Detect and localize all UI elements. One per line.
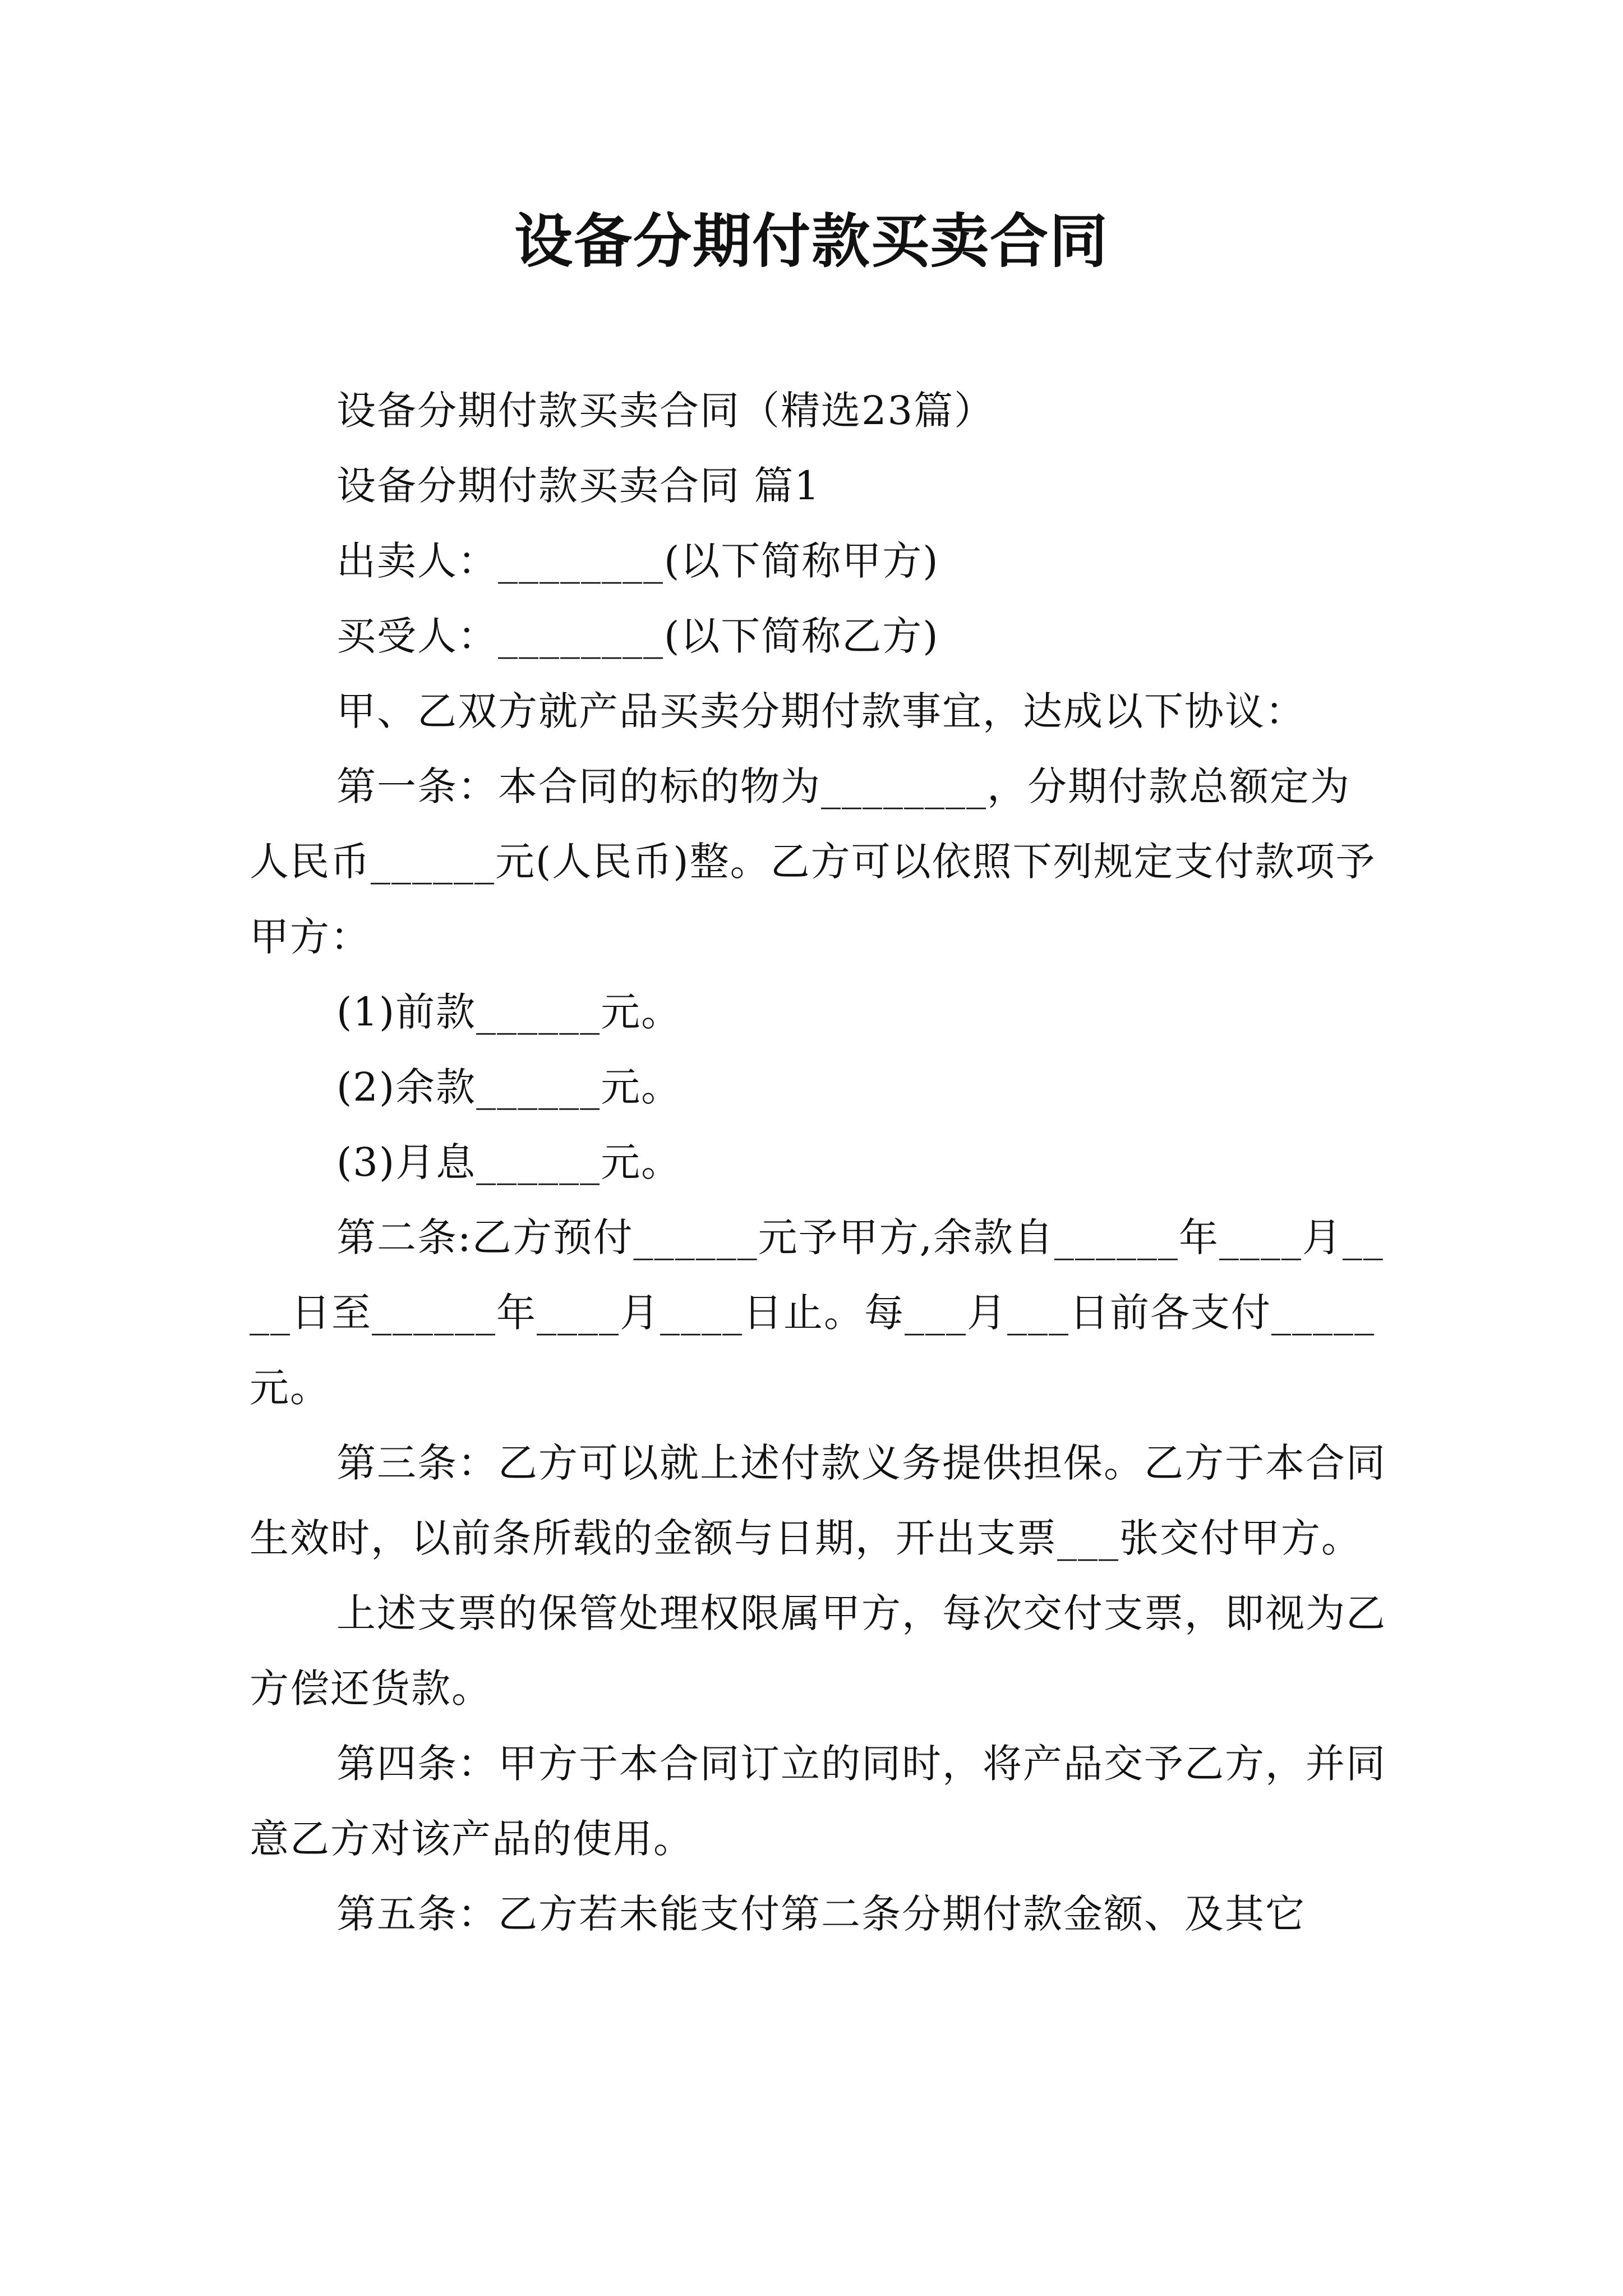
paragraph-agreement-intro: 甲、乙双方就产品买卖分期付款事宜，达成以下协议： [336, 688, 1306, 734]
paragraph-seller: 出卖人：________(以下简称甲方) [336, 538, 939, 584]
paragraph-collection-heading: 设备分期付款买卖合同（精选23篇） [336, 388, 995, 434]
paragraph-cheque-note: 上述支票的保管处理权限属甲方，每次交付支票，即视为乙方偿还货款。 [250, 1590, 1386, 1711]
paragraph-section-heading: 设备分期付款买卖合同 篇1 [336, 463, 820, 509]
paragraph-buyer: 买受人：________(以下简称乙方) [336, 613, 939, 659]
document-body [250, 373, 1388, 1952]
document-title: 设备分期付款买卖合同 [514, 206, 1109, 275]
paragraph-article-2: 第二条:乙方预付______元予甲方,余款自______年____月____日至______年____月____日止。每___月___日前各支付_____元。 [250, 1214, 1384, 1411]
paragraph-item-1: (1)前款______元。 [336, 989, 682, 1035]
paragraph-article-1: 第一条：本合同的标的物为________，分期付款总额定为人民币______元(人民币)整。乙方可以依照下列规定支付款项予甲方： [250, 763, 1376, 960]
paragraph-article-5: 第五条：乙方若未能支付第二条分期付款金额、及其它 [336, 1891, 1306, 1937]
paragraph-article-4: 第四条：甲方于本合同订立的同时，将产品交予乙方，并同意乙方对该产品的使用。 [250, 1741, 1386, 1862]
paragraph-article-3: 第三条：乙方可以就上述付款义务提供担保。乙方于本合同生效时，以前条所载的金额与日期，开出支票___张交付甲方。 [250, 1440, 1386, 1561]
paragraph-item-2: (2)余款______元。 [336, 1064, 682, 1110]
paragraph-item-3: (3)月息______元。 [336, 1139, 682, 1185]
